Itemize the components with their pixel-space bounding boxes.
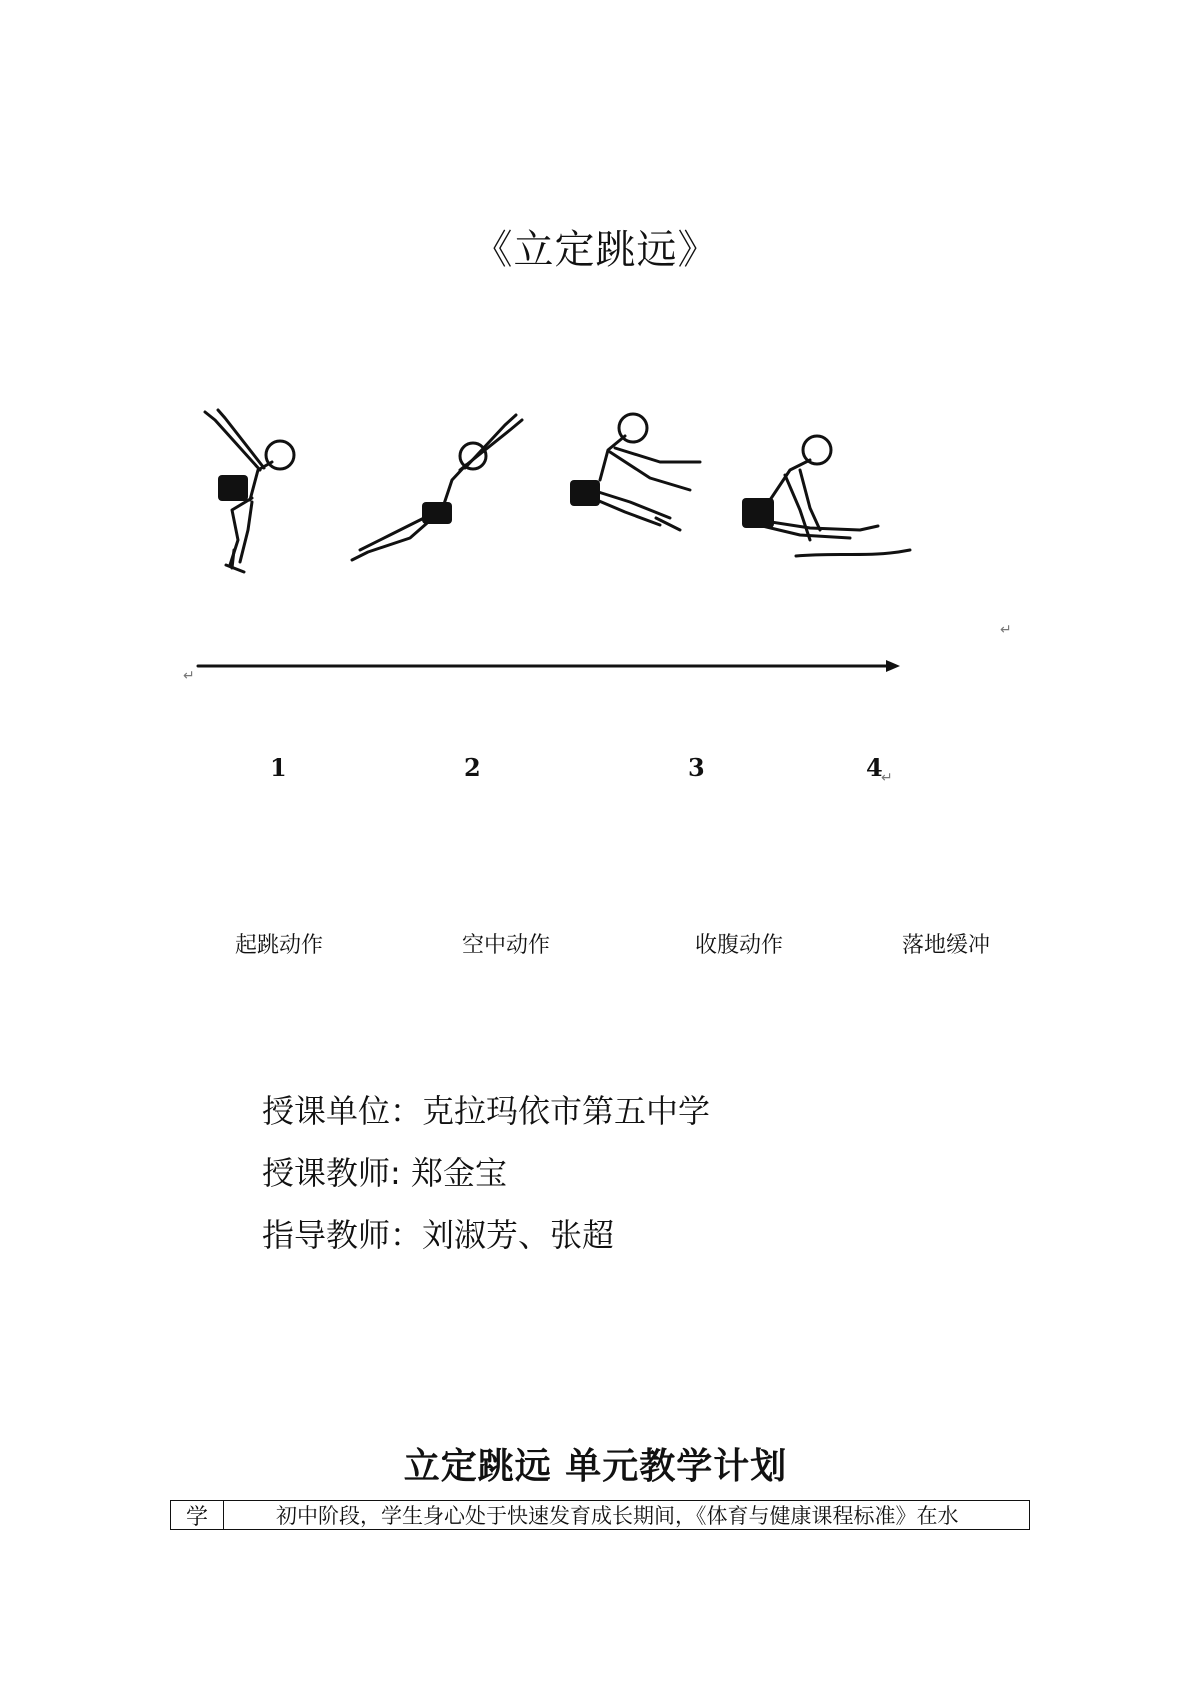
stage-number-4: 4 — [866, 753, 883, 782]
paragraph-mark-icon: ↵ — [1000, 622, 1012, 638]
plan-table-row-head: 学 — [171, 1501, 224, 1529]
stage-number-1: 1 — [270, 753, 287, 782]
paragraph-mark-icon: ↵ — [881, 770, 893, 786]
stage-caption-landing: 落地缓冲 — [902, 933, 991, 958]
direction-arrow-head — [886, 660, 900, 672]
info-advisor: 指导教师：刘淑芳、张超 — [262, 1216, 615, 1254]
stage-caption-in-air: 空中动作 — [462, 933, 551, 958]
figure-landing — [758, 436, 910, 556]
plan-title: 立定跳远 单元教学计划 — [403, 1446, 788, 1487]
info-unit: 授课单位：克拉玛依市第五中学 — [262, 1092, 711, 1130]
jumper-figures — [160, 390, 1040, 750]
stage-caption-takeoff: 起跳动作 — [235, 933, 324, 958]
plan-table — [170, 1500, 1030, 1530]
plan-table-row-text: 初中阶段，学生身心处于快速发育成长期间，《体育与健康课程标准》在水 — [276, 1504, 959, 1528]
stage-number-3: 3 — [688, 753, 705, 782]
stage-caption-tuck: 收腹动作 — [695, 933, 784, 958]
document-title: 《立定跳远》 — [472, 227, 719, 273]
info-teacher: 授课教师: 郑金宝 — [262, 1154, 507, 1192]
paragraph-mark-icon: ↵ — [183, 668, 195, 684]
figure-tuck — [592, 414, 700, 530]
stage-number-2: 2 — [464, 753, 481, 782]
figure-in-air — [352, 415, 522, 560]
jump-sequence-illustration — [160, 390, 1040, 750]
